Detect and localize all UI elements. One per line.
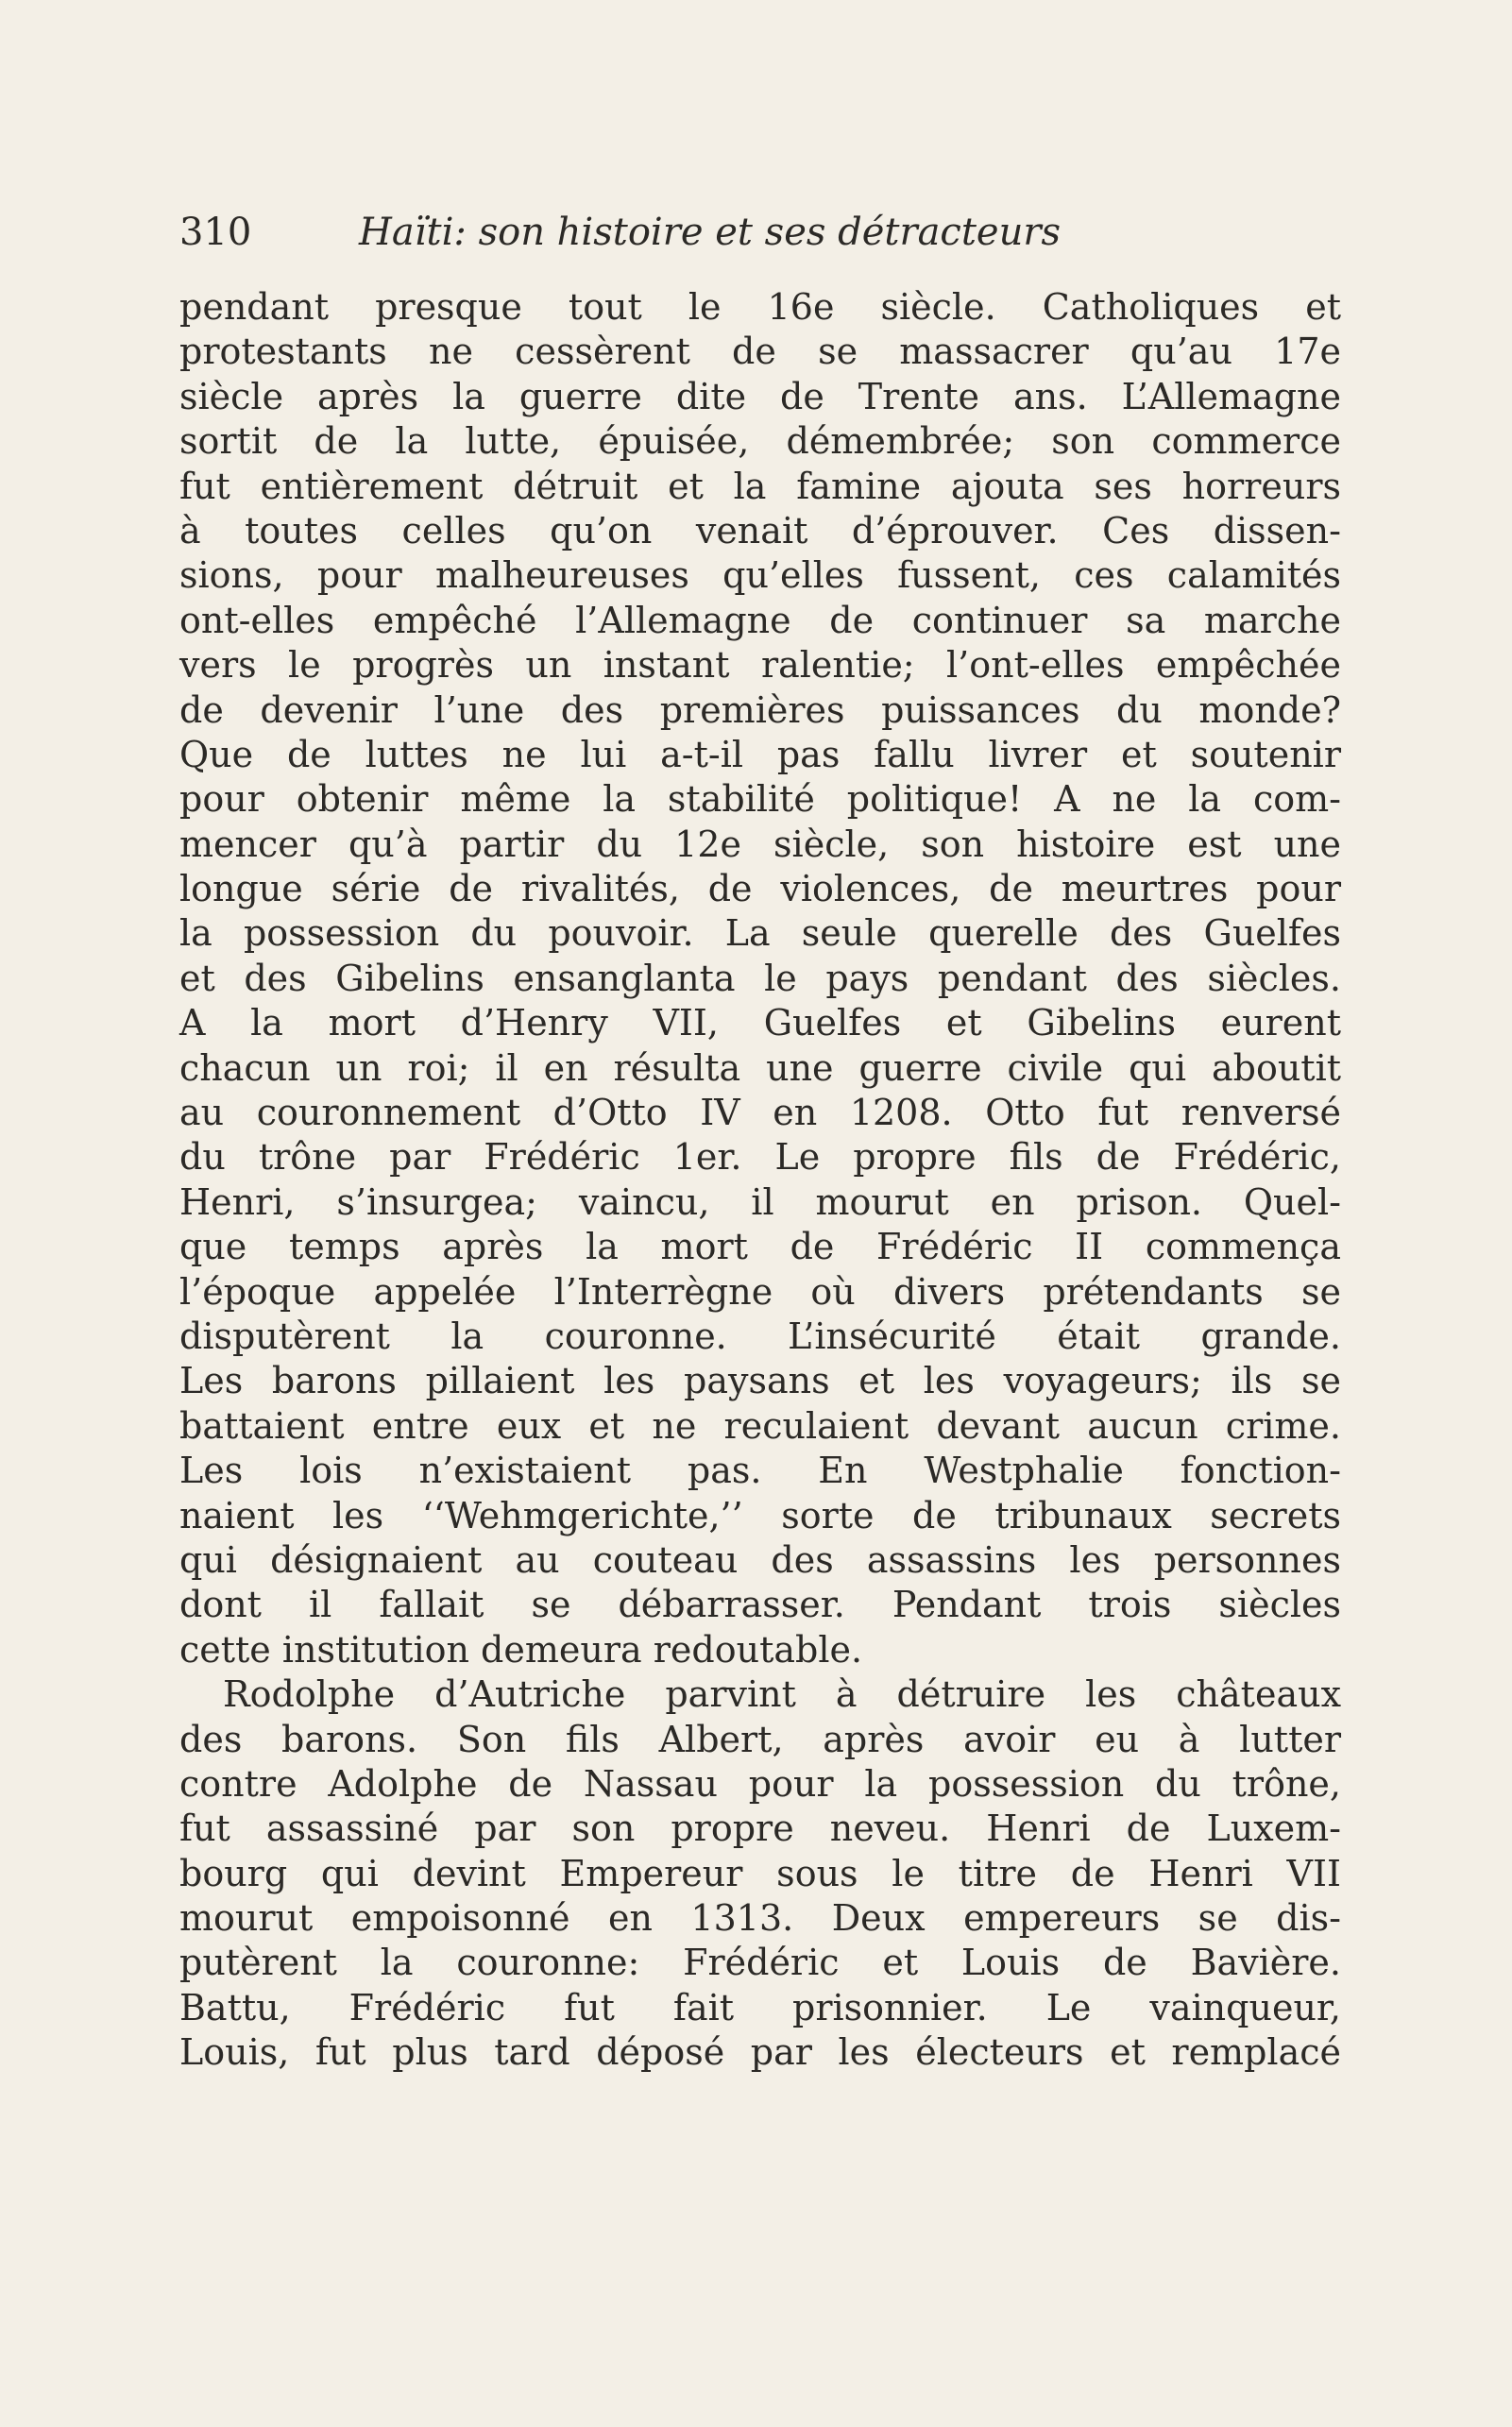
text-line: dont il fallait se débarrasser. Pendant trois siècles <box>179 1584 1341 1626</box>
text-line: battaient entre eux et ne reculaient devant aucun crime. <box>179 1404 1341 1447</box>
text-line: ont-elles empêché l’Allemagne de continuer sa marche <box>179 599 1341 641</box>
text-line: sortit de la lutte, épuisée, démembrée; son commerce <box>179 420 1341 463</box>
text-line: contre Adolphe de Nassau pour la possession du trône, <box>179 1762 1341 1805</box>
text-line: Louis, fut plus tard déposé par les électeurs et remplacé <box>179 2031 1341 2074</box>
text-line: Que de luttes ne lui a-t-il pas fallu livrer et soutenir <box>179 733 1341 775</box>
text-line: la possession du pouvoir. La seule querelle des Guelfes <box>179 912 1341 955</box>
text-line: disputèrent la couronne. L’insécurité était grande. <box>179 1315 1341 1357</box>
text-line: fut entièrement détruit et la famine ajouta ses horreurs <box>179 465 1341 507</box>
text-line: protestants ne cessèrent de se massacrer qu’au 17e <box>179 331 1341 373</box>
text-line: sions, pour malheureuses qu’elles fussent, ces calamités <box>179 554 1341 597</box>
page-number: 310 <box>179 211 252 254</box>
text-line: pendant presque tout le 16e siècle. Catholiques et <box>179 286 1341 328</box>
text-line: siècle après la guerre dite de Trente ans. L’Allemagne <box>179 375 1341 417</box>
text-line: Les lois n’existaient pas. En Westphalie fonction- <box>179 1450 1341 1492</box>
text-line: Les barons pillaient les paysans et les voyageurs; ils se <box>179 1360 1341 1402</box>
text-line: qui désignaient au couteau des assassins les personnes <box>179 1538 1341 1581</box>
body-text <box>179 285 1341 2076</box>
text-line: pour obtenir même la stabilité politique! A ne la com- <box>179 778 1341 821</box>
text-line: l’époque appelée l’Interrègne où divers prétendants se <box>179 1270 1341 1313</box>
text-line: bourg qui devint Empereur sous le titre de Henri VII <box>179 1852 1341 1894</box>
text-line: du trône par Frédéric 1er. Le propre fils de Frédéric, <box>179 1136 1341 1179</box>
text-line: Henri, s’insurgea; vaincu, il mourut en prison. Quel- <box>179 1180 1341 1223</box>
text-line: mencer qu’à partir du 12e siècle, son histoire est une <box>179 823 1341 865</box>
text-line: vers le progrès un instant ralentie; l’ont-elles empêchée <box>179 644 1341 687</box>
text-line: A la mort d’Henry VII, Guelfes et Gibelins eurent <box>179 1002 1341 1044</box>
text-line: des barons. Son fils Albert, après avoir eu à lutter <box>179 1718 1341 1760</box>
text-line: mourut empoisonné en 1313. Deux empereurs se dis- <box>179 1897 1341 1940</box>
text-line: longue série de rivalités, de violences, de meurtres pour <box>179 868 1341 910</box>
text-line: chacun un roi; il en résulta une guerre civile qui aboutit <box>179 1046 1341 1089</box>
paragraph-end-line: cette institution demeura redoutable. <box>179 1628 863 1671</box>
running-header <box>179 206 1341 259</box>
text-line: à toutes celles qu’on venait d’éprouver. Ces dissen- <box>179 509 1341 552</box>
text-line: putèrent la couronne: Frédéric et Louis de Bavière. <box>179 1942 1341 1984</box>
text-line: que temps après la mort de Frédéric II commença <box>179 1226 1341 1268</box>
text-line: au couronnement d’Otto IV en 1208. Otto fut renversé <box>179 1092 1341 1134</box>
running-title: Haïti: son histoire et ses détracteurs <box>359 211 1061 254</box>
text-line: fut assassiné par son propre neveu. Henri de Luxem- <box>179 1808 1341 1850</box>
text-line: de devenir l’une des premières puissances du monde? <box>179 688 1341 731</box>
text-line: et des Gibelins ensanglanta le pays pendant des siècles. <box>179 957 1341 999</box>
text-line: Battu, Frédéric fut fait prisonnier. Le vainqueur, <box>179 1986 1341 2028</box>
text-line: naient les ‘‘Wehmgerichte,’’ sorte de tribunaux secrets <box>179 1494 1341 1536</box>
paragraph-start-line: Rodolphe d’Autriche parvint à détruire les châteaux <box>223 1673 1341 1716</box>
